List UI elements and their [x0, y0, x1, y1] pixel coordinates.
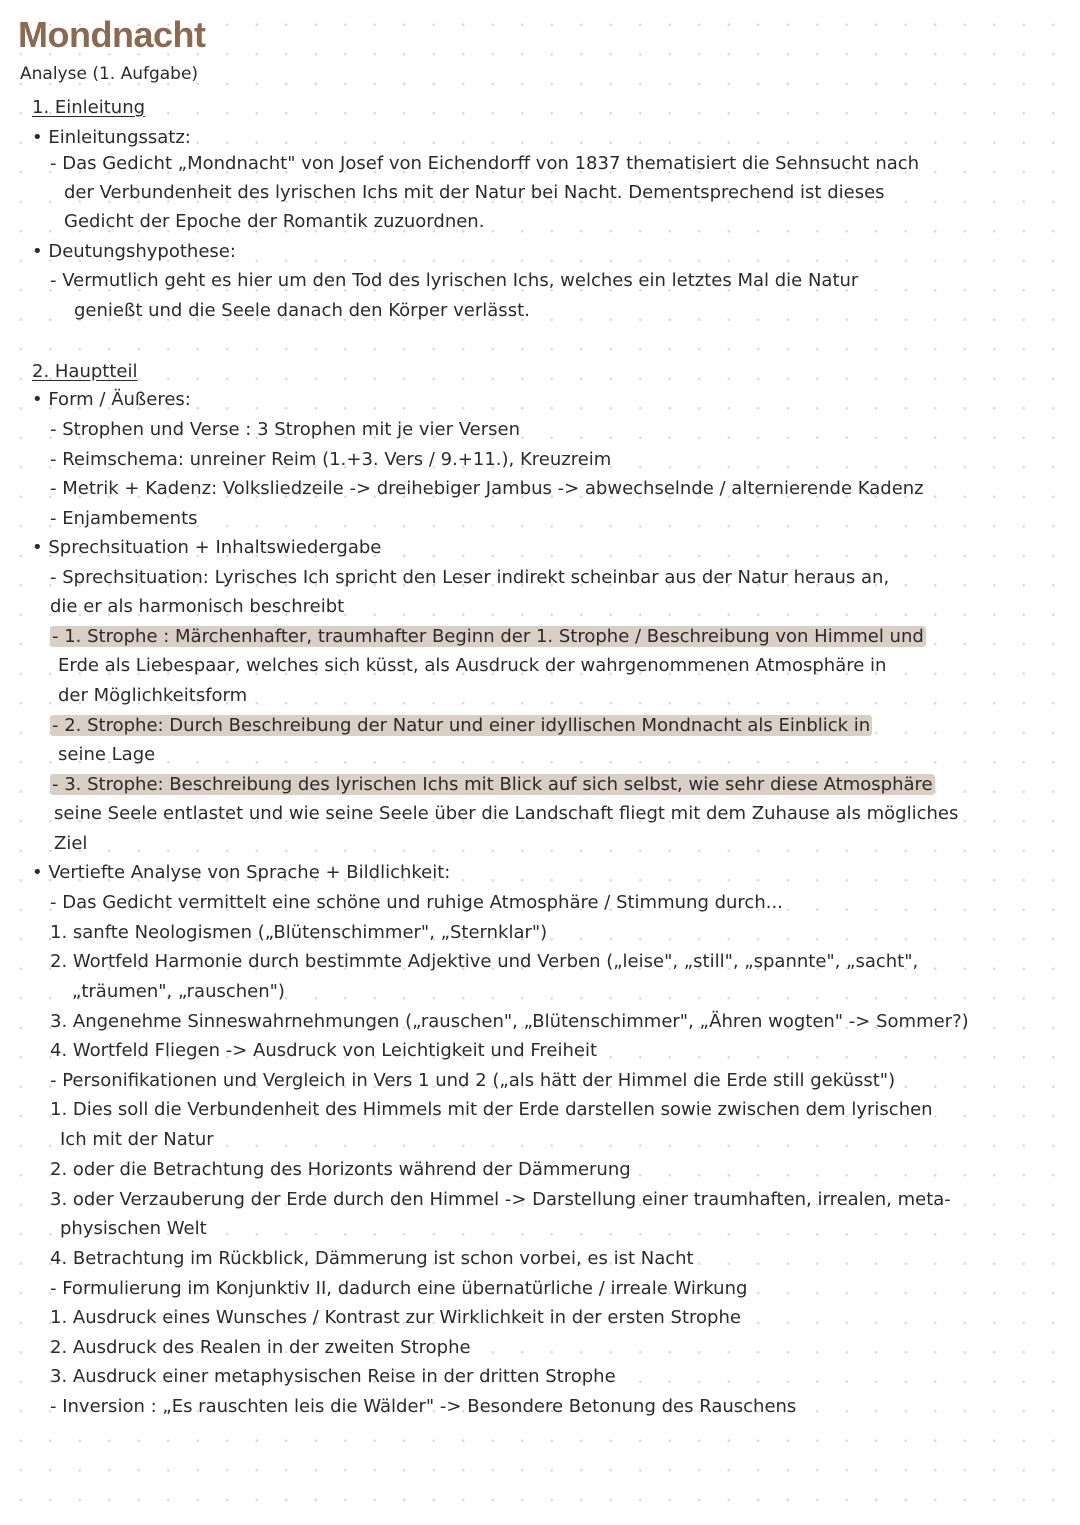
text-line: - Das Gedicht „Mondnacht" von Josef von Eichendorff von 1837 thematisiert die Sehnsucht nach	[50, 153, 920, 174]
text-line: - Inversion : „Es rauschten leis die Wälder" -> Besondere Betonung des Rauschens	[50, 1396, 797, 1417]
strophe-2-line	[50, 715, 872, 737]
bullet-heading: • Form / Äußeres:	[32, 389, 191, 410]
text-line: 1. sanfte Neologismen („Blütenschimmer", „Sternklar")	[50, 922, 548, 943]
bullet-heading: • Deutungshypothese:	[32, 241, 236, 262]
text-line: 3. oder Verzauberung der Erde durch den Himmel -> Darstellung einer traumhaften, irrealen, meta-	[50, 1189, 951, 1210]
text-line: genießt und die Seele danach den Körper verlässt.	[74, 300, 530, 321]
text-line: Gedicht der Epoche der Romantik zuzuordnen.	[64, 211, 485, 232]
text-line: „träumen", „rauschen")	[72, 981, 285, 1002]
text-line: - Reimschema: unreiner Reim (1.+3. Vers / 9.+11.), Kreuzreim	[50, 449, 612, 470]
bullet-heading: • Sprechsituation + Inhaltswiedergabe	[32, 537, 382, 558]
highlight-marker: - 3. Strophe: Beschreibung des lyrischen Ichs mit Blick auf sich selbst, wie sehr diese Atmosphäre	[52, 774, 933, 795]
page-subtitle: Analyse (1. Aufgabe)	[20, 64, 199, 84]
text-line: - Personifikationen und Vergleich in Vers 1 und 2 („als hätt der Himmel die Erde still geküsst")	[50, 1070, 896, 1091]
text-line: der Möglichkeitsform	[58, 685, 248, 706]
strophe-3-line	[50, 774, 935, 796]
text-line: - Metrik + Kadenz: Volksliedzeile -> dreihebiger Jambus -> abwechselnde / alternierende Kadenz	[50, 478, 924, 499]
text-line: Ich mit der Natur	[60, 1129, 214, 1150]
section-heading-hauptteil: 2. Hauptteil	[32, 361, 138, 382]
strophe-1-line	[50, 626, 926, 648]
text-line: 2. Wortfeld Harmonie durch bestimmte Adjektive und Verben („leise", „still", „spannte", „sacht",	[50, 951, 919, 972]
text-line: die er als harmonisch beschreibt	[50, 596, 345, 617]
text-line: physischen Welt	[60, 1218, 207, 1239]
text-line: - Das Gedicht vermittelt eine schöne und ruhige Atmosphäre / Stimmung durch...	[50, 892, 783, 913]
text-line: - Enjambements	[50, 508, 198, 529]
text-line: - Formulierung im Konjunktiv II, dadurch eine übernatürliche / irreale Wirkung	[50, 1278, 748, 1299]
text-line: 1. Dies soll die Verbundenheit des Himmels mit der Erde darstellen sowie zwischen dem lyrischen	[50, 1099, 933, 1120]
text-line: - Sprechsituation: Lyrisches Ich spricht den Leser indirekt scheinbar aus der Natur heraus an,	[50, 567, 890, 588]
text-line: 4. Wortfeld Fliegen -> Ausdruck von Leichtigkeit und Freiheit	[50, 1040, 598, 1061]
text-line: - Strophen und Verse : 3 Strophen mit je vier Versen	[50, 419, 520, 440]
text-line: 3. Angenehme Sinneswahrnehmungen („rauschen", „Blütenschimmer", „Ähren wogten" -> Sommer?)	[50, 1011, 969, 1032]
page-title: Mondnacht	[18, 14, 206, 55]
text-line: seine Seele entlastet und wie seine Seele über die Landschaft fliegt mit dem Zuhause als mögliches	[54, 803, 959, 824]
text-line: 2. Ausdruck des Realen in der zweiten Strophe	[50, 1337, 471, 1358]
section-heading-einleitung: 1. Einleitung	[32, 97, 146, 118]
text-line: seine Lage	[58, 744, 156, 765]
text-line: der Verbundenheit des lyrischen Ichs mit der Natur bei Nacht. Dementsprechend ist dieses	[64, 182, 885, 203]
text-line: - Vermutlich geht es hier um den Tod des lyrischen Ichs, welches ein letztes Mal die Natur	[50, 270, 859, 291]
bullet-heading: • Vertiefte Analyse von Sprache + Bildlichkeit:	[32, 862, 451, 883]
text-line: Erde als Liebespaar, welches sich küsst, als Ausdruck der wahrgenommenen Atmosphäre in	[58, 655, 887, 676]
text-line: 4. Betrachtung im Rückblick, Dämmerung ist schon vorbei, es ist Nacht	[50, 1248, 694, 1269]
bullet-heading: • Einleitungssatz:	[32, 127, 191, 148]
text-line: 3. Ausdruck einer metaphysischen Reise in der dritten Strophe	[50, 1366, 616, 1387]
text-line: Ziel	[54, 833, 88, 854]
highlight-marker: - 2. Strophe: Durch Beschreibung der Natur und einer idyllischen Mondnacht als Einblick in	[52, 715, 871, 736]
text-line: 1. Ausdruck eines Wunsches / Kontrast zur Wirklichkeit in der ersten Strophe	[50, 1307, 741, 1328]
text-line: 2. oder die Betrachtung des Horizonts während der Dämmerung	[50, 1159, 631, 1180]
highlight-marker: - 1. Strophe : Märchenhafter, traumhafter Beginn der 1. Strophe / Beschreibung von Himmel und	[52, 626, 924, 647]
